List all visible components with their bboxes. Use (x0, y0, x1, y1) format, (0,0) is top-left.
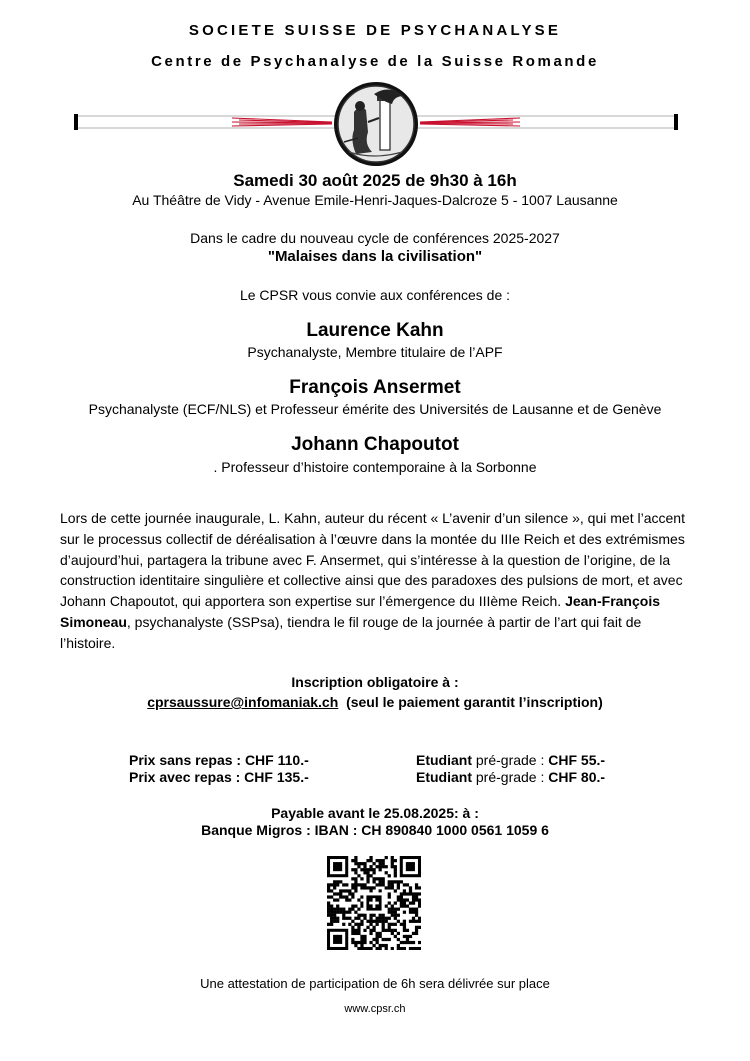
student-amount: CHF 80.- (548, 769, 606, 785)
speaker-name: Johann Chapoutot (291, 434, 459, 455)
speaker-name: François Ansermet (289, 377, 461, 398)
student-mid: pré-grade : (472, 769, 549, 785)
price-without-meal: Prix sans repas : CHF 110.- (129, 752, 309, 768)
centre-name: Centre de Psychanalyse de la Suisse Romande (151, 53, 599, 70)
student-mid: pré-grade : (472, 752, 549, 768)
society-name: SOCIETE SUISSE DE PSYCHANALYSE (188, 22, 562, 39)
description-part-1: Lors de cette journée inaugurale, L. Kahn, auteur du récent « L’avenir d’un silence », qui met l’accent sur le processus collectif de déréalisation à l’œuvre dans la montée du IIIe Reich et des extrémismes d’aujourd’hui, partagera la tribune avec F. Ansermet, qui s’intéresse à la question de l’origine, de la construction identitaire singulière et collective ainsi que des paradoxes des pulsions de mort, et avec Johann Chapoutot, qui apportera son expertise sur l’émergence du IIIème Reich. (60, 510, 685, 610)
bank-details: Banque Migros : IBAN : CH 890840 1000 0561 1059 6 (201, 822, 549, 838)
attestation-note: Une attestation de participation de 6h sera délivrée sur place (200, 976, 550, 991)
website-link[interactable]: www.cpsr.ch (344, 1003, 406, 1015)
student-amount: CHF 55.- (548, 752, 606, 768)
event-date: Samedi 30 août 2025 de 9h30 à 16h (233, 171, 517, 190)
speaker-role: Psychanalyste, Membre titulaire de l’APF (247, 344, 503, 360)
swiss-qr-code-icon (327, 856, 421, 950)
cycle-title: "Malaises dans la civilisation" (267, 248, 483, 265)
description-paragraph (60, 508, 690, 654)
event-venue: Au Théâtre de Vidy - Avenue Emile-Henri-Jaques-Dalcroze 5 - 1007 Lausanne (132, 192, 618, 208)
payment-deadline: Payable avant le 25.08.2025: à : (271, 805, 479, 821)
moderator-name: Jean-François Simoneau (60, 593, 661, 630)
cycle-intro: Dans le cadre du nouveau cycle de conférences 2025-2027 (190, 230, 560, 246)
speaker-role: Psychanalyste (ECF/NLS) et Professeur émérite des Universités de Lausanne et de Genève (88, 401, 662, 417)
student-price-2 (416, 769, 605, 785)
registration-title: Inscription obligatoire à : (291, 674, 459, 690)
emblem-band (74, 82, 678, 168)
student-label: Etudiant (416, 752, 472, 768)
registration-note: (seul le paiement garantit l’inscription) (346, 694, 603, 710)
speaker-name: Laurence Kahn (306, 320, 444, 341)
price-with-meal: Prix avec repas : CHF 135.- (129, 769, 309, 785)
oedipus-sphinx-medallion-icon (334, 82, 418, 166)
registration-email-link[interactable]: cprsaussure@infomaniak.ch (147, 694, 339, 710)
invitation-text: Le CPSR vous convie aux conférences de : (239, 287, 511, 303)
speaker-role: . Professeur d’histoire contemporaine à la Sorbonne (213, 459, 537, 475)
student-price-1 (416, 752, 605, 768)
registration-contact (0, 694, 750, 710)
description-part-2: , psychanalyste (SSPsa), tiendra le fil rouge de la journée à partir de l’art qui fait de l’histoire. (60, 613, 642, 651)
student-label: Etudiant (416, 769, 472, 785)
